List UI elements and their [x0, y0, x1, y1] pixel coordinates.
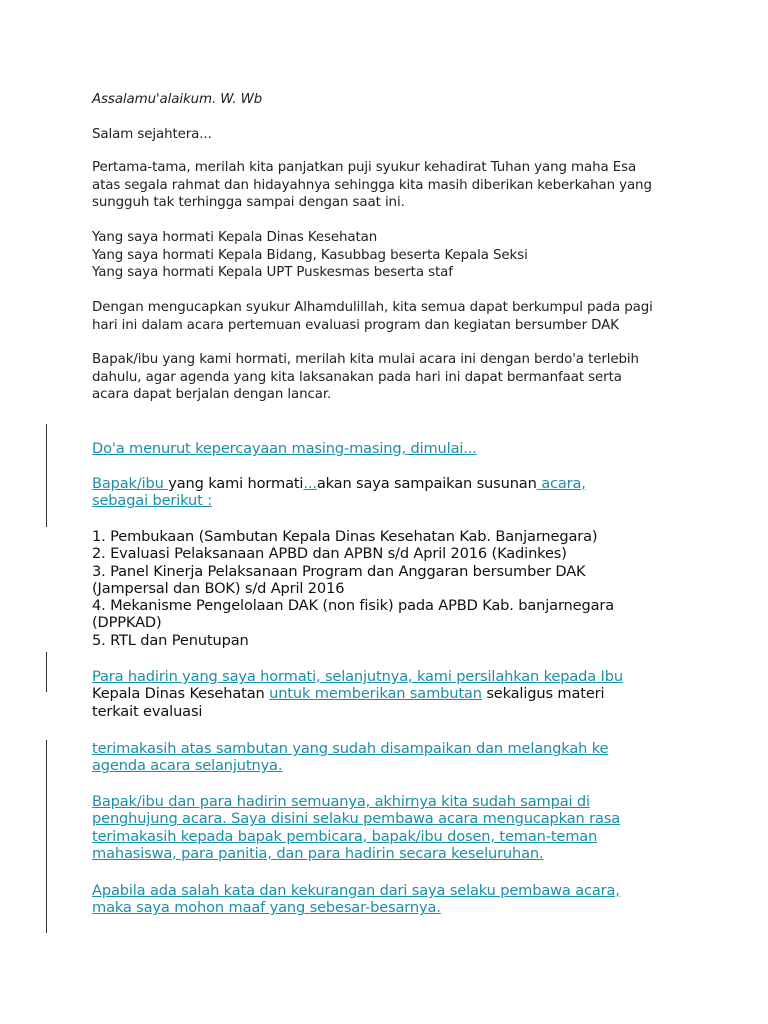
welcome-paragraph	[92, 668, 712, 720]
margin-change-bar	[46, 652, 47, 692]
sambutan-link[interactable]: untuk memberikan sambutan	[269, 685, 482, 703]
gathering-paragraph	[92, 299, 712, 334]
agenda-item: 5. RTL dan Penutupan	[92, 631, 249, 649]
thanks-paragraph	[92, 740, 712, 775]
prayer-paragraph	[92, 440, 712, 457]
bapak-ibu-link[interactable]: Bapak/ibu	[92, 475, 169, 492]
agenda-item: 3. Panel Kinerja Pelaksanaan Program dan Anggaran bersumber DAK	[92, 562, 586, 580]
paragraph-line: Pertama-tama, merilah kita panjatkan puji syukur kehadirat Tuhan yang maha Esa	[92, 160, 637, 175]
paragraph-line: atas segala rahmat dan hidayahnya sehingga kita masih diberikan keberkahan yang	[92, 177, 652, 193]
agenda-item: (DPPKAD)	[92, 614, 162, 632]
text-run: yang kami hormati	[168, 475, 304, 492]
paragraph-line	[92, 475, 712, 492]
greeting: Assalamu'alaikum. W. Wb	[92, 92, 263, 107]
paragraph-line: Yang saya hormati Kepala Bidang, Kasubbag beserta Kepala Seksi	[92, 247, 528, 263]
paragraph-line: Yang saya hormati Kepala Dinas Kesehatan	[92, 230, 378, 245]
paragraph-line	[92, 685, 712, 702]
welcome-link[interactable]: Para hadirin yang saya hormati, selanjutnya, kami persilahkan kepada Ibu	[92, 668, 623, 685]
paragraph-line: terkait evaluasi	[92, 702, 203, 720]
text-run: Kepala Dinas Kesehatan	[92, 685, 270, 703]
agenda-item: (Jampersal dan BOK) s/d April 2016	[92, 579, 345, 597]
paragraph-line: Bapak/ibu yang kami hormati, merilah kita mulai acara ini dengan berdo'a terlebih	[92, 352, 639, 367]
agenda-list	[92, 528, 712, 649]
apology-paragraph	[92, 882, 712, 917]
agenda-item: 4. Mekanisme Pengelolaan DAK (non fisik) pada APBD Kab. banjarnegara	[92, 597, 615, 615]
opening-paragraph	[92, 159, 712, 212]
apology-link[interactable]: Apabila ada salah kata dan kekurangan dari saya selaku pembawa acara,	[92, 882, 620, 899]
closing-link[interactable]: penghujung acara. Saya disini selaku pembawa acara mengucapkan rasa	[92, 810, 620, 828]
apology-link[interactable]: maka saya mohon maaf yang sebesar-besarnya.	[92, 899, 441, 917]
closing-link[interactable]: mahasiswa, para panitia, dan para hadirin secara keseluruhan.	[92, 844, 544, 862]
margin-change-bar	[46, 424, 47, 527]
closing-link[interactable]: terimakasih kepada bapak pembicara, bapak/ibu dosen, teman-teman	[92, 827, 598, 845]
closing-link[interactable]: Bapak/ibu dan para hadirin semuanya, akhirnya kita sudah sampai di	[92, 793, 590, 810]
agenda-intro-paragraph	[92, 475, 712, 510]
thanks-link[interactable]: terimakasih atas sambutan yang sudah disampaikan dan melangkah ke	[92, 740, 609, 757]
paragraph-line: Dengan mengucapkan syukur Alhamdulillah, kita semua dapat berkumpul pada pagi	[92, 300, 653, 315]
ellipsis-link[interactable]: ...	[303, 475, 317, 492]
paragraph-line: sungguh tak terhingga sampai dengan saat ini.	[92, 195, 405, 210]
sebagai-berikut-link[interactable]: sebagai berikut :	[92, 492, 212, 510]
prayer-link[interactable]: Do'a menurut kepercayaan masing-masing, dimulai...	[92, 440, 477, 457]
agenda-item: 2. Evaluasi Pelaksanaan APBD dan APBN s/d April 2016 (Kadinkes)	[92, 545, 567, 563]
acara-link[interactable]: acara,	[536, 475, 586, 492]
paragraph-line: Yang saya hormati Kepala UPT Puskesmas beserta staf	[92, 265, 453, 280]
text-run: sekaligus materi	[481, 685, 605, 703]
paragraph-line: dahulu, agar agenda yang kita laksanakan pada hari ini dapat bermanfaat serta	[92, 369, 622, 385]
thanks-link[interactable]: agenda acara selanjutnya.	[92, 757, 283, 775]
text-run: akan saya sampaikan susunan	[316, 475, 537, 492]
margin-change-bar	[46, 740, 47, 933]
salam-text: Salam sejahtera...	[92, 127, 212, 142]
closing-paragraph	[92, 793, 712, 862]
agenda-item: 1. Pembukaan (Sambutan Kepala Dinas Kesehatan Kab. Banjarnegara)	[92, 528, 598, 545]
prayer-intro-paragraph	[92, 351, 712, 404]
paragraph-line: hari ini dalam acara pertemuan evaluasi program dan kegiatan bersumber DAK	[92, 317, 619, 333]
paragraph-line: acara dapat berjalan dengan lancar.	[92, 387, 332, 402]
honorifics-paragraph	[92, 229, 712, 282]
